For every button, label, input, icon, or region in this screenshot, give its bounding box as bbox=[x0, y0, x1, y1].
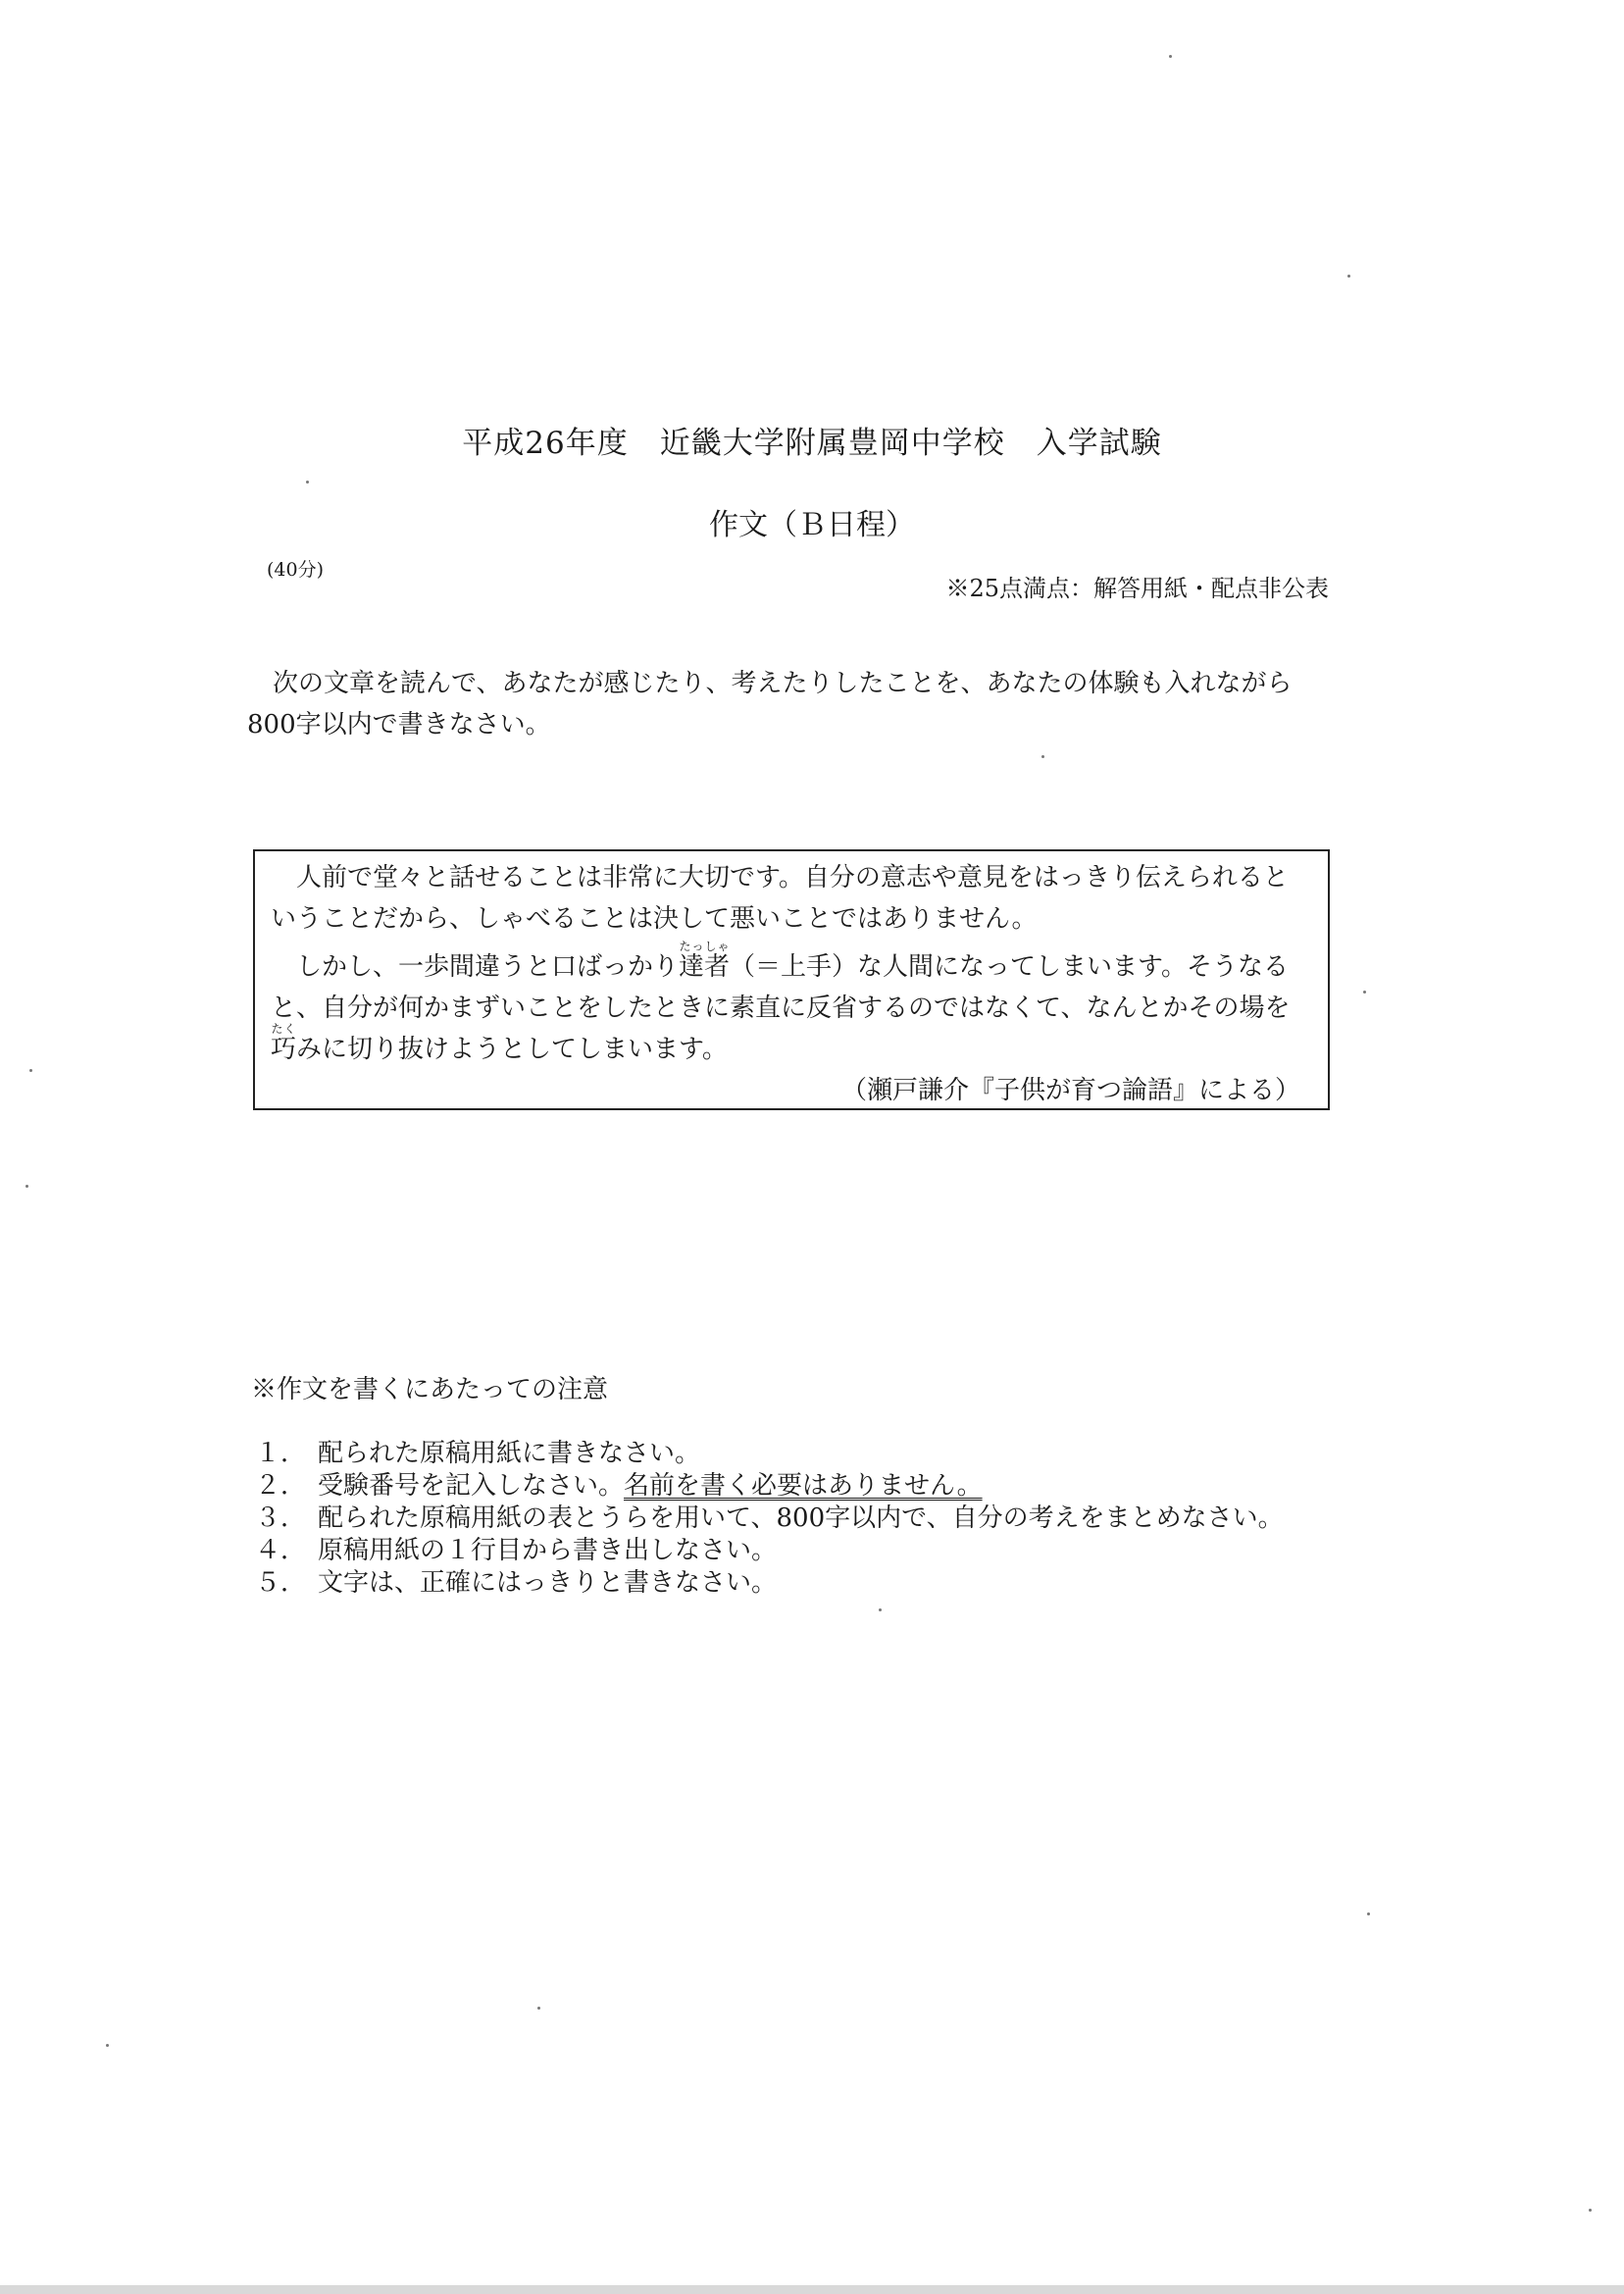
quote-paragraph-2 bbox=[271, 940, 1312, 1070]
note-item-1 bbox=[255, 1438, 1353, 1470]
scan-speck bbox=[25, 1185, 28, 1188]
ruby-tassha bbox=[679, 940, 731, 982]
quote-text-end: みに切り抜けようとしてしまいます。 bbox=[296, 1035, 728, 1064]
ruby-base-taku: 巧 bbox=[271, 1035, 297, 1064]
ruby-base-tassha: 達者 bbox=[679, 952, 731, 982]
time-limit: (40分) bbox=[267, 559, 325, 581]
scan-speck bbox=[1363, 991, 1366, 994]
scan-speck bbox=[1347, 275, 1350, 278]
page-subtitle: 作文（Ｂ日程） bbox=[709, 508, 915, 542]
scan-speck bbox=[306, 481, 309, 484]
note-number: １． bbox=[255, 1439, 307, 1468]
notes-list bbox=[255, 1438, 1353, 1600]
quote-citation: （瀬戸謙介『子供が育つ論語』による） bbox=[840, 1076, 1300, 1105]
note-item-2 bbox=[255, 1470, 1353, 1503]
ruby-reading-tassha: たっしゃ bbox=[679, 940, 731, 953]
note-number: ５． bbox=[255, 1568, 307, 1598]
note-text: 受験番号を記入しなさい。 bbox=[318, 1471, 625, 1501]
scan-speck bbox=[1169, 55, 1172, 58]
ruby-reading-taku: たく bbox=[271, 1022, 297, 1036]
instruction-text: 次の文章を読んで、あなたが感じたり、考えたりしたことを、あなたの体験も入れながら800字以内で書きなさい。 bbox=[247, 669, 1293, 739]
note-text: 原稿用紙の１行目から書き出しなさい。 bbox=[318, 1536, 778, 1565]
ruby-taku bbox=[271, 1022, 297, 1064]
note-item-5 bbox=[255, 1567, 1353, 1600]
page-title: 平成26年度 近畿大学附属豊岡中学校 入学試験 bbox=[462, 426, 1162, 461]
note-number: ４． bbox=[255, 1536, 307, 1565]
note-underlined-text: 名前を書く必要はありません。 bbox=[624, 1471, 983, 1501]
score-note: ※25点満点：解答用紙・配点非公表 bbox=[945, 575, 1329, 602]
scan-edge bbox=[0, 2285, 1624, 2294]
note-text: 配られた原稿用紙に書きなさい。 bbox=[318, 1439, 701, 1468]
note-text: 配られた原稿用紙の表とうらを用いて、800字以内で、自分の考えをまとめなさい。 bbox=[318, 1504, 1284, 1533]
scan-speck bbox=[106, 2044, 109, 2047]
quote-text-before: しかし、一歩間違うと口ばっかり bbox=[296, 952, 680, 982]
scan-speck bbox=[879, 1608, 882, 1611]
note-item-3 bbox=[255, 1503, 1353, 1535]
note-number: ２． bbox=[255, 1471, 307, 1501]
scan-speck bbox=[29, 1069, 32, 1072]
note-number: ３． bbox=[255, 1504, 307, 1533]
scan-speck bbox=[1367, 1912, 1370, 1915]
note-item-4 bbox=[255, 1535, 1353, 1567]
quote-paragraph-1: 人前で堂々と話せることは非常に大切です。自分の意志や意見をはっきり伝えられるということだから、しゃべることは決して悪いことではありません。 bbox=[271, 863, 1289, 934]
scan-speck bbox=[1589, 2209, 1592, 2212]
note-text: 文字は、正確にはっきりと書きなさい。 bbox=[318, 1568, 778, 1598]
scan-speck bbox=[1041, 755, 1044, 758]
notes-header: ※作文を書くにあたっての注意 bbox=[251, 1375, 609, 1404]
quote-box bbox=[253, 849, 1330, 1110]
scan-speck bbox=[537, 2007, 540, 2010]
quote-text-after: （＝上手）な人間になってしまいます。そうなると、自分が何かまずいことをしたときに素直に反省するのではなくて、なんとかその場を bbox=[271, 952, 1291, 1023]
